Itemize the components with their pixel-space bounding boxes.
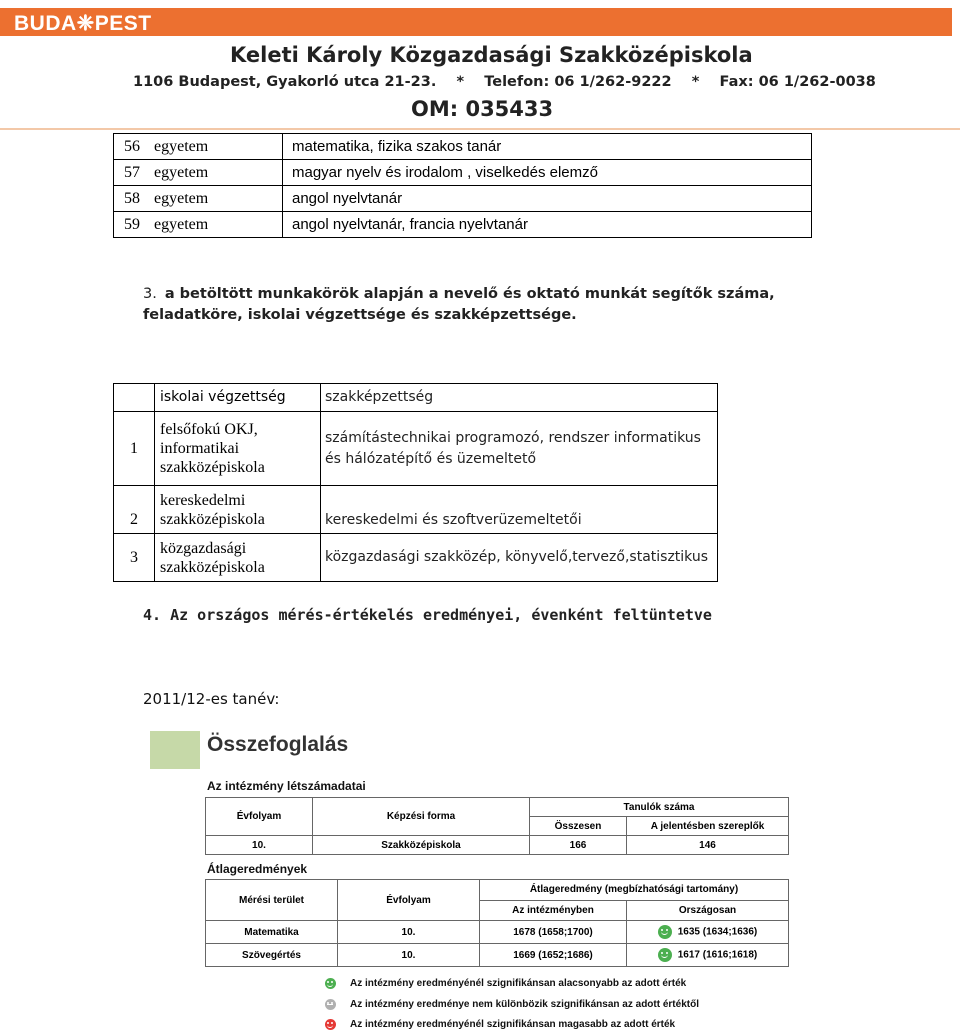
section-number: 3. [143, 286, 157, 302]
header-cell: A jelentésben szereplők [627, 817, 789, 836]
legend-item [325, 1019, 675, 1030]
section-3-heading [143, 284, 823, 326]
degree-cell: egyetem [150, 134, 283, 160]
table-header-row [114, 384, 718, 412]
header-cell: szakképzettség [321, 384, 718, 412]
table-header-row [206, 798, 789, 817]
grey-smiley-icon [325, 999, 336, 1010]
table-row [114, 134, 812, 160]
header-cell: Képzési forma [313, 798, 530, 836]
degree-cell: közgazdasági szakközépiskola [155, 534, 321, 582]
section-4-heading: 4. Az országos mérés-értékelés eredményei, évenként feltüntetve [143, 606, 712, 624]
green-smiley-icon [658, 925, 672, 939]
grade-cell: 10. [338, 944, 480, 967]
degree-cell: egyetem [150, 212, 283, 238]
in-report-cell: 146 [627, 836, 789, 855]
header-cell: Összesen [530, 817, 627, 836]
row-number: 56 [114, 134, 151, 160]
contact-line: 1106 Budapest, Gyakorló utca 21-23. * Telefon: 06 1/262-9222 * Fax: 06 1/262-0038 [133, 74, 876, 90]
section-text: a betöltött munkakörök alapján a nevelő és oktató munkát segítők száma, feladatköre, iskolai végzettsége és szakképzettsége. [143, 286, 775, 323]
national-value: 1635 (1634;1636) [677, 926, 758, 938]
qualification-cell: közgazdasági szakközép, könyvelő,tervező,statisztikus [321, 534, 718, 582]
national-cell [627, 921, 789, 944]
area-cell: Szövegértés [206, 944, 338, 967]
header-cell: Tanulók száma [530, 798, 789, 817]
header-cell: Átlageredmény (megbízhatósági tartomány) [480, 880, 789, 901]
row-number: 57 [114, 160, 151, 186]
staff-table [113, 133, 812, 238]
institution-cell: 1669 (1652;1686) [480, 944, 627, 967]
qualification-cell: számítástechnikai programozó, rendszer informatikus és hálózatépítő és üzemeltető [321, 412, 718, 486]
job-cell: angol nyelvtanár [283, 186, 812, 212]
national-cell [627, 944, 789, 967]
summary-title: Összefoglalás [207, 733, 349, 756]
job-cell: matematika, fizika szakos tanár [283, 134, 812, 160]
green-smiley-icon [658, 948, 672, 962]
green-smiley-icon [325, 978, 336, 989]
row-number: 3 [114, 534, 155, 582]
school-year-label: 2011/12-es tanév: [143, 690, 280, 708]
degree-cell: egyetem [150, 160, 283, 186]
legend-text: Az intézmény eredményénél szignifikánsan alacsonyabb az adott érték [350, 978, 687, 990]
school-name: Keleti Károly Közgazdasági Szakközépiskola [230, 43, 753, 67]
legend-item [325, 999, 699, 1010]
legend-text: Az intézmény eredményénél szignifikánsan magasabb az adott érték [350, 1019, 676, 1031]
legend-text: Az intézmény eredménye nem különbözik szignifikánsan az adott értéktől [350, 999, 699, 1011]
headcount-table [205, 797, 789, 855]
area-cell: Matematika [206, 921, 338, 944]
degree-cell: egyetem [150, 186, 283, 212]
row-number: 2 [114, 486, 155, 534]
national-value: 1617 (1616;1618) [677, 949, 758, 961]
table-row [114, 486, 718, 534]
averages-table [205, 879, 789, 967]
header-cell: iskolai végzettség [155, 384, 321, 412]
table-row [114, 212, 812, 238]
support-staff-table [113, 383, 718, 582]
header-cell: Évfolyam [206, 798, 313, 836]
total-cell: 166 [530, 836, 627, 855]
table-row [114, 412, 718, 486]
training-cell: Szakközépiskola [313, 836, 530, 855]
budapest-logo: BUDA❈PEST [14, 12, 152, 35]
om-number: OM: 035433 [411, 97, 554, 121]
header-cell: Évfolyam [338, 880, 480, 921]
grade-cell: 10. [338, 921, 480, 944]
header-cell [114, 384, 155, 412]
row-number: 59 [114, 212, 151, 238]
degree-cell: kereskedelmi szakközépiskola [155, 486, 321, 534]
grade-cell: 10. [206, 836, 313, 855]
job-cell: angol nyelvtanár, francia nyelvtanár [283, 212, 812, 238]
table-row [206, 921, 789, 944]
header-cell: Mérési terület [206, 880, 338, 921]
institution-cell: 1678 (1658;1700) [480, 921, 627, 944]
degree-cell: felsőfokú OKJ, informatikai szakközépiskola [155, 412, 321, 486]
table-row [206, 836, 789, 855]
averages-title: Átlageredmények [207, 862, 308, 876]
table-header-row [206, 880, 789, 901]
job-cell: magyar nyelv és irodalom , viselkedés elemző [283, 160, 812, 186]
qualification-cell: kereskedelmi és szoftverüzemeltetői [321, 486, 718, 534]
row-number: 58 [114, 186, 151, 212]
header-divider [0, 128, 960, 130]
header-cell: Az intézményben [480, 900, 627, 921]
red-smiley-icon [325, 1019, 336, 1030]
headcount-title: Az intézmény létszámadatai [207, 779, 366, 793]
table-row [114, 534, 718, 582]
table-row [114, 186, 812, 212]
legend-item [325, 978, 686, 989]
table-row [206, 944, 789, 967]
table-row [114, 160, 812, 186]
row-number: 1 [114, 412, 155, 486]
header-cell: Országosan [627, 900, 789, 921]
summary-accent-square [150, 731, 200, 769]
